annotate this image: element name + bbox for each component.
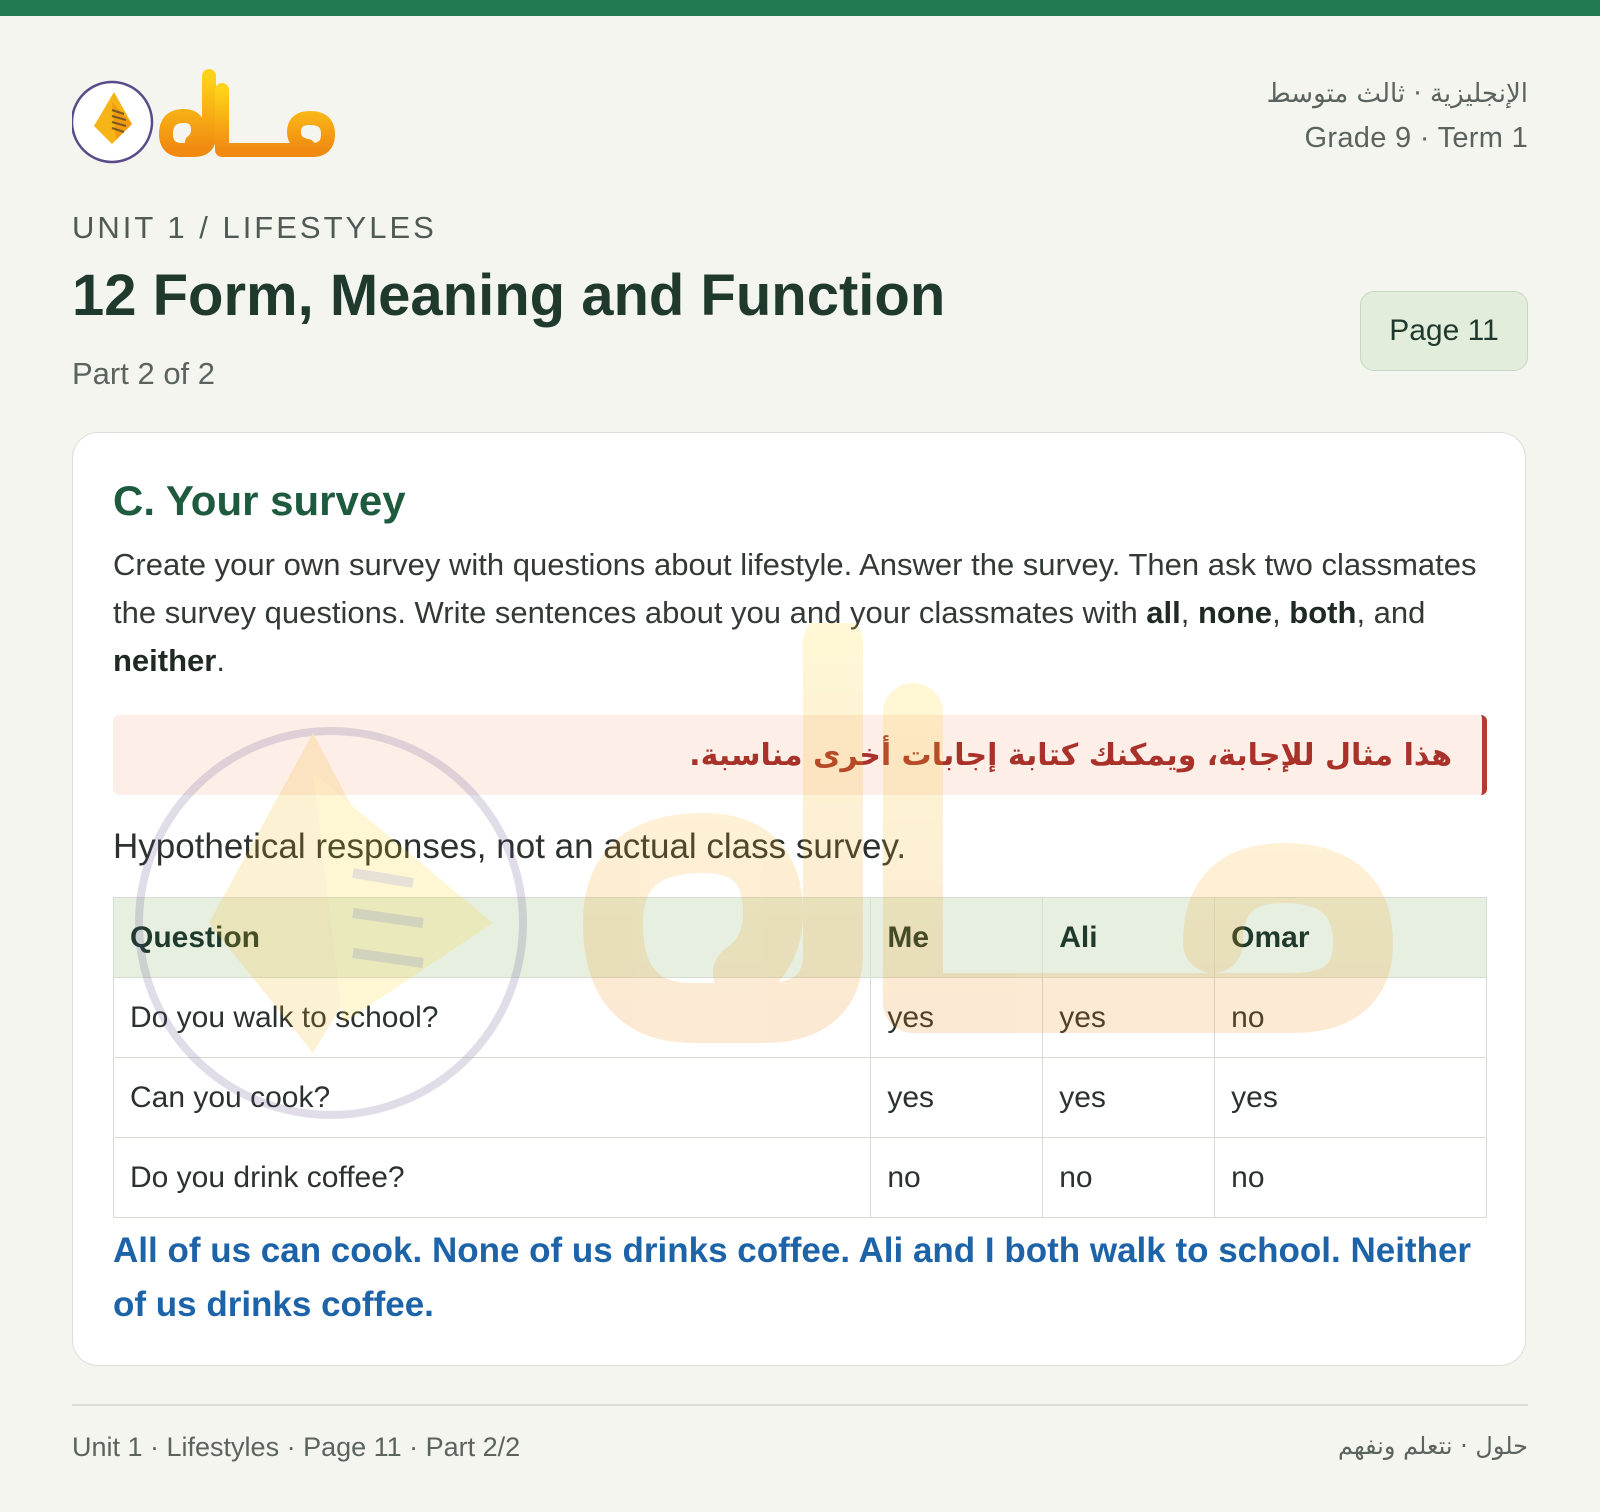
keyword-all: all (1146, 595, 1181, 630)
footer-breadcrumb: Unit 1 · Lifestyles · Page 11 · Part 2/2 (72, 1432, 521, 1462)
survey-disclaimer: Hypothetical responses, not an actual class survey. (113, 827, 907, 866)
question-cell: Do you walk to school? (114, 978, 871, 1058)
top-accent-bar (0, 0, 1600, 16)
course-meta (1267, 74, 1528, 162)
question-cell: Can you cook? (114, 1058, 871, 1138)
section-title: C. Your survey (113, 477, 406, 524)
grade-term: Grade 9 · Term 1 (1304, 122, 1528, 154)
exercise-instructions: Create your own survey with questions about lifestyle. Answer the survey. Then ask two classmates the survey questions. Write sentences about you and your classmates with all, none, both, and neither. (113, 547, 1477, 678)
column-header: Omar (1215, 898, 1487, 978)
subject-arabic: الإنجليزية · ثالث متوسط (1266, 79, 1528, 109)
page-title: 12 Form, Meaning and Function (72, 263, 946, 328)
hulul-logo (72, 66, 342, 170)
example-answer-note: هذا مثال للإجابة، ويمكنك كتابة إجابات أخرى مناسبة. (113, 715, 1487, 795)
column-header: Ali (1043, 898, 1215, 978)
question-cell: Do you drink coffee? (114, 1138, 871, 1218)
keyword-none: none (1198, 595, 1273, 630)
unit-label: UNIT 1 / LIFESTYLES (72, 210, 437, 245)
table-header-row (114, 898, 1487, 978)
table-row (114, 978, 1487, 1058)
table-row (114, 1058, 1487, 1138)
answer-cell: yes (1215, 1058, 1487, 1138)
exercise-card (72, 432, 1526, 1366)
survey-table (113, 897, 1487, 1218)
column-header: Question (114, 898, 871, 978)
answer-cell: no (1215, 978, 1487, 1058)
footer-divider (72, 1404, 1528, 1406)
answer-cell: yes (871, 1058, 1043, 1138)
answer-cell: no (1215, 1138, 1487, 1218)
answer-cell: yes (871, 978, 1043, 1058)
answer-cell: yes (1043, 1058, 1215, 1138)
footer-brand-tagline: حلول · نتعلم ونفهم (1338, 1432, 1528, 1460)
page-badge: Page 11 (1360, 291, 1528, 371)
answer-cell: no (871, 1138, 1043, 1218)
part-label: Part 2 of 2 (72, 356, 216, 391)
keyword-neither: neither (113, 643, 217, 678)
column-header: Me (871, 898, 1043, 978)
model-answer: All of us can cook. None of us drinks coffee. Ali and I both walk to school. Neither of us drinks coffee. (113, 1231, 1472, 1324)
keyword-both: both (1289, 595, 1357, 630)
answer-cell: yes (1043, 978, 1215, 1058)
table-row (114, 1138, 1487, 1218)
answer-cell: no (1043, 1138, 1215, 1218)
